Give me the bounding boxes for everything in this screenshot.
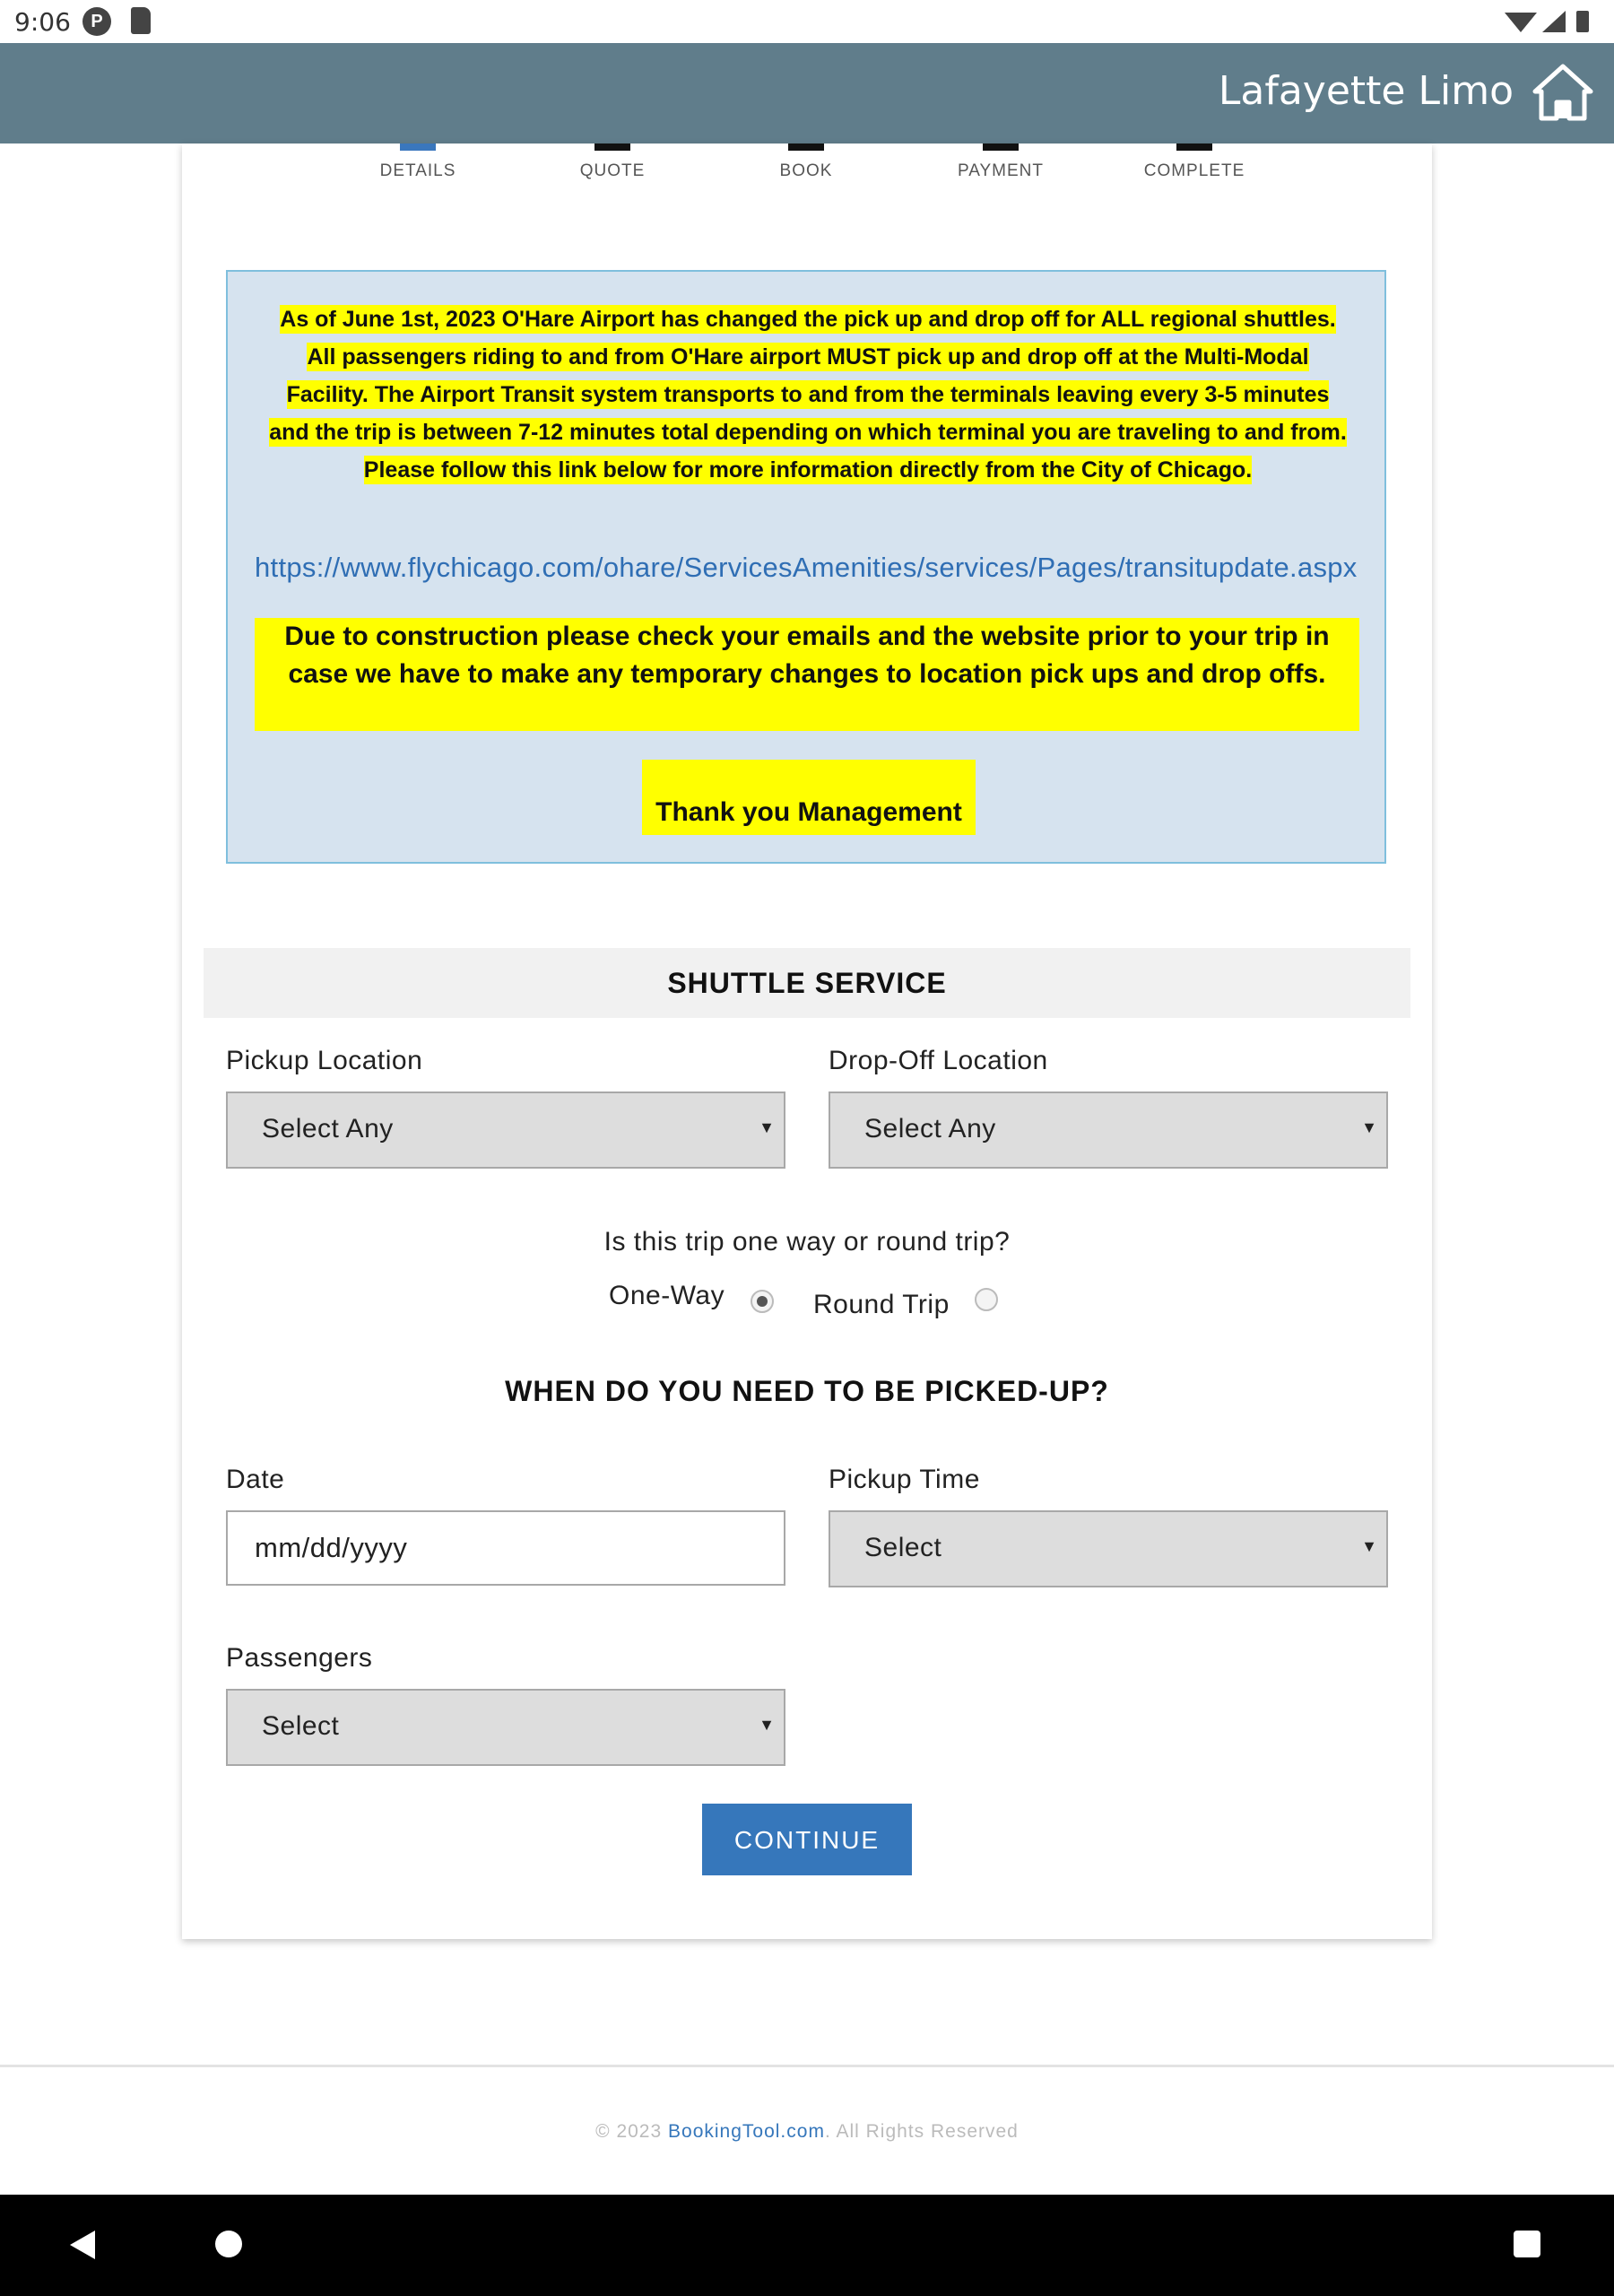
step-quote (532, 144, 693, 181)
status-icons (1501, 7, 1600, 36)
footer-rights: . All Rights Reserved (824, 2121, 1019, 2142)
round-trip-label[interactable]: Round Trip (813, 1290, 950, 1319)
booking-card (182, 144, 1432, 1939)
step-indicator (594, 144, 630, 151)
signal-icon (1542, 11, 1566, 32)
notice-paragraph (264, 300, 1352, 489)
step-details (337, 144, 499, 181)
recent-apps-icon[interactable] (1514, 2231, 1540, 2257)
dropdown-arrow-icon: ▼ (1361, 1118, 1377, 1136)
passengers-select[interactable] (226, 1689, 785, 1766)
status-bar (0, 0, 1614, 43)
step-label: DETAILS (379, 161, 456, 180)
back-icon[interactable] (70, 2231, 95, 2259)
thanks-note: Thank you Management (642, 760, 976, 835)
trip-type-question: Is this trip one way or round trip? (603, 1227, 1011, 1257)
pickup-time-heading: WHEN DO YOU NEED TO BE PICKED-UP? (505, 1375, 1109, 1407)
transit-update-link[interactable]: https://www.flychicago.com/ohare/ServicesAmenities/services/Pages/transitupdate.aspx (255, 552, 1358, 583)
one-way-radio[interactable] (751, 1290, 774, 1313)
passengers-value: Select (262, 1711, 340, 1741)
step-indicator (788, 144, 824, 151)
wifi-icon (1505, 13, 1537, 32)
pocket-casts-icon: P (82, 7, 111, 36)
step-label: QUOTE (579, 161, 646, 180)
continue-button[interactable]: CONTINUE (702, 1804, 912, 1875)
battery-icon (1576, 11, 1589, 32)
app-bar (0, 43, 1614, 144)
dropdown-arrow-icon: ▼ (1361, 1537, 1377, 1555)
progress-steps (182, 144, 1432, 197)
step-complete (1114, 144, 1275, 181)
construction-notice: Due to construction please check your emails and the website prior to your trip in case we have to make any temporary changes to location pick ups and drop offs. (255, 618, 1359, 731)
one-way-label[interactable]: One-Way (609, 1281, 725, 1310)
pickup-location-label: Pickup Location (226, 1046, 423, 1075)
pickup-location-select[interactable] (226, 1091, 785, 1169)
dropoff-location-label: Drop-Off Location (829, 1046, 1048, 1075)
footer-copyright: © 2023 (595, 2121, 663, 2142)
step-label: COMPLETE (1143, 161, 1245, 180)
footer-divider (0, 2065, 1614, 2067)
pickup-time-value: Select (864, 1533, 942, 1562)
bookingtool-link[interactable]: BookingTool.com (668, 2121, 825, 2142)
dropdown-arrow-icon: ▼ (759, 1716, 775, 1734)
round-trip-radio[interactable] (975, 1288, 998, 1311)
step-indicator (1176, 144, 1212, 151)
home-icon[interactable] (1532, 61, 1594, 124)
notice-paragraph-text: As of June 1st, 2023 O'Hare Airport has changed the pick up and drop off for ALL regional shuttles. All passengers riding to and from O'Hare airport MUST pick up and drop off at the Multi-Modal Facility. The Airport Transit system transports to and from the terminals leaving every 3-5 minutes and the trip is between 7-12 minutes total depending on which terminal you are traveling to and from. Please follow this link below for more information directly from the City of Chicago. (269, 307, 1347, 483)
step-indicator (400, 144, 436, 151)
pickup-time-label: Pickup Time (829, 1465, 980, 1494)
footer (0, 2121, 1614, 2143)
sd-card-icon (131, 7, 151, 34)
passengers-label: Passengers (226, 1643, 373, 1673)
step-book (725, 144, 887, 181)
dropoff-location-select[interactable] (829, 1091, 1388, 1169)
date-placeholder: mm/dd/yyyy (255, 1532, 408, 1563)
dropdown-arrow-icon: ▼ (759, 1118, 775, 1136)
step-indicator (983, 144, 1019, 151)
notice-box (226, 270, 1386, 864)
status-time: 9:06 (14, 7, 71, 37)
dropoff-location-value: Select Any (864, 1114, 996, 1144)
section-title: SHUTTLE SERVICE (204, 948, 1410, 1018)
date-input[interactable] (226, 1510, 785, 1586)
pickup-time-select[interactable] (829, 1510, 1388, 1587)
pickup-location-value: Select Any (262, 1114, 394, 1144)
date-label: Date (226, 1465, 285, 1494)
step-label: PAYMENT (957, 161, 1045, 180)
navigation-bar (0, 2195, 1614, 2296)
step-label: BOOK (779, 161, 833, 180)
app-title: Lafayette Limo (1218, 68, 1514, 114)
home-circle-icon[interactable] (215, 2231, 242, 2257)
step-payment (920, 144, 1081, 181)
